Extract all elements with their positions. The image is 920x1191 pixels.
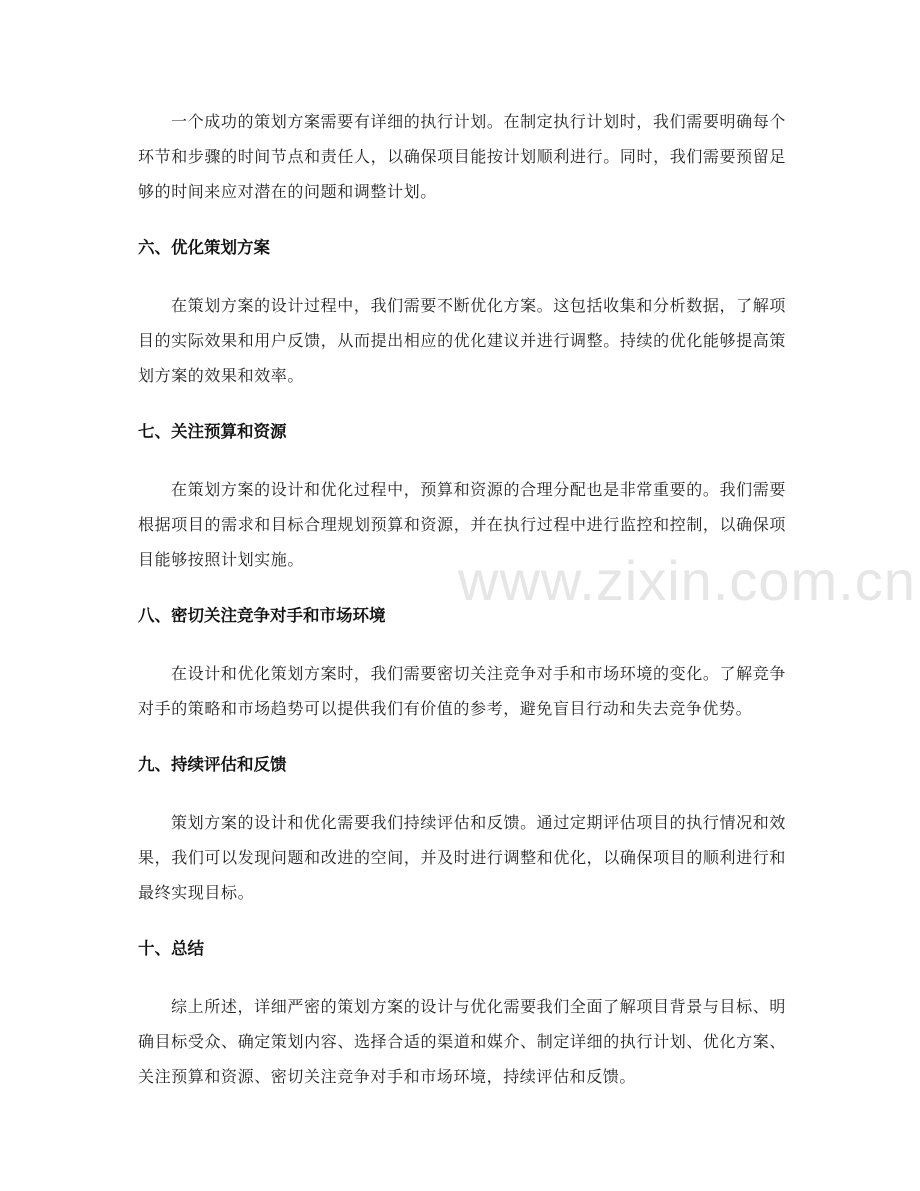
paragraph-section-9: 策划方案的设计和优化需要我们持续评估和反馈。通过定期评估项目的执行情况和效果，我们可以发现问题和改进的空间，并及时进行调整和优化，以确保项目的顺利进行和最终实现目标。: [138, 813, 786, 902]
paragraph-section-6: 在策划方案的设计过程中，我们需要不断优化方案。这包括收集和分析数据，了解项目的实际效果和用户反馈，从而提出相应的优化建议并进行调整。持续的优化能够提高策划方案的效果和效率。: [138, 296, 786, 385]
heading-section-9: 九、持续评估和反馈: [138, 755, 287, 774]
paragraph-section-7: 在策划方案的设计和优化过程中，预算和资源的合理分配也是非常重要的。我们需要根据项目的需求和目标合理规划预算和资源，并在执行过程中进行监控和控制，以确保项目能够按照计划实施。: [138, 480, 786, 569]
paragraph-execution-plan: 一个成功的策划方案需要有详细的执行计划。在制定执行计划时，我们需要明确每个环节和步骤的时间节点和责任人，以确保项目能按计划顺利进行。同时，我们需要预留足够的时间来应对潜在的问题和调整计划。: [138, 112, 786, 201]
paragraph-section-10: 综上所述，详细严密的策划方案的设计与优化需要我们全面了解项目背景与目标、明确目标受众、确定策划内容、选择合适的渠道和媒介、制定详细的执行计划、优化方案、关注预算和资源、密切关注竞争对手和市场环境，持续评估和反馈。: [138, 997, 786, 1086]
heading-section-7: 七、关注预算和资源: [138, 422, 287, 441]
heading-section-6: 六、优化策划方案: [138, 238, 270, 257]
heading-section-8: 八、密切关注竞争对手和市场环境: [138, 606, 386, 625]
document-body: [138, 104, 786, 1094]
heading-section-10: 十、总结: [138, 939, 204, 958]
watermark-text: www.zixin.com.cn: [458, 549, 916, 612]
paragraph-section-8: 在设计和优化策划方案时，我们需要密切关注竞争对手和市场环境的变化。了解竞争对手的策略和市场趋势可以提供我们有价值的参考，避免盲目行动和失去竞争优势。: [138, 664, 786, 718]
